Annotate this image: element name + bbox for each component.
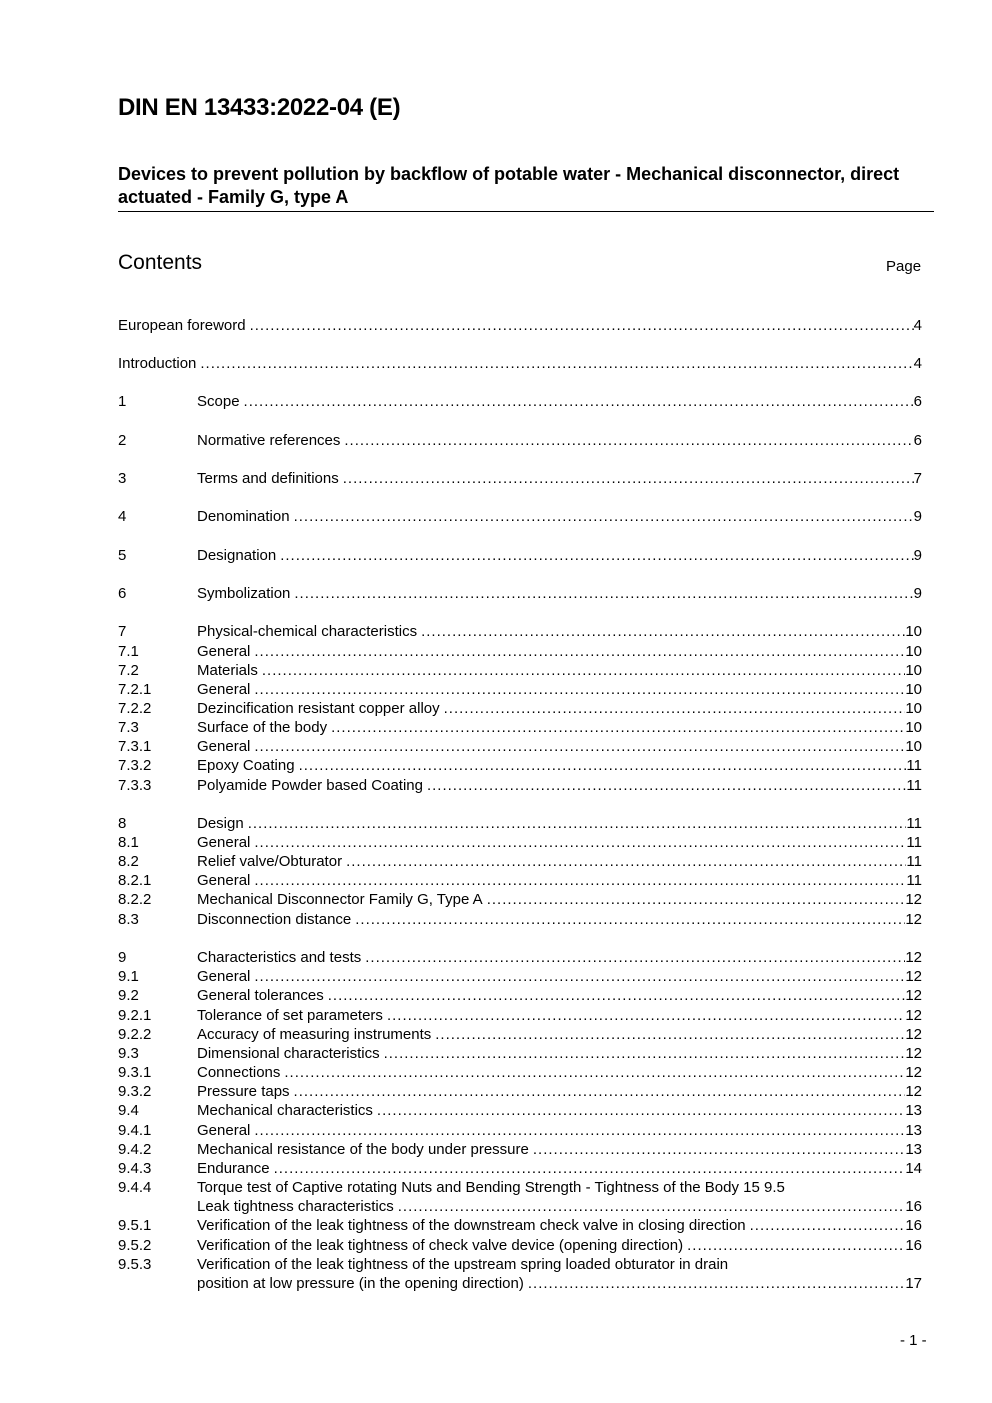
toc-entry[interactable]: [118, 1006, 922, 1025]
toc-entry-page: 11: [906, 757, 922, 774]
toc-leader-dots: [254, 737, 905, 756]
toc-entry-title: Epoxy Coating: [197, 757, 295, 774]
toc-entry-body: [197, 1006, 922, 1025]
toc-entry-page: 10: [905, 719, 922, 736]
toc-entry-title: Pressure taps: [197, 1083, 290, 1100]
toc-entry-body: [197, 1140, 922, 1159]
toc-entry-page: 10: [905, 681, 922, 698]
toc-entry-page: 10: [905, 643, 922, 660]
toc-entry-number: 9.3.1: [118, 1064, 152, 1081]
toc-entry[interactable]: [118, 622, 922, 641]
toc-entry-page: 12: [905, 1026, 922, 1043]
toc-entry-body: [197, 737, 922, 756]
toc-entry[interactable]: [118, 986, 922, 1005]
toc-entry-number: 1: [118, 393, 127, 410]
toc-entry-title: Relief valve/Obturator: [197, 853, 343, 870]
toc-leader-dots: [254, 680, 905, 699]
toc-entry-number: 8.1: [118, 834, 139, 851]
toc-entry-title: General tolerances: [197, 987, 324, 1004]
toc-entry-title: Dimensional characteristics: [197, 1045, 380, 1062]
toc-entry-body: [197, 814, 922, 833]
toc-entry[interactable]: [118, 852, 922, 871]
toc-entry-title: Leak tightness characteristics: [197, 1198, 394, 1215]
toc-entry-title: Surface of the body: [197, 719, 328, 736]
toc-leader-dots: [254, 967, 905, 986]
toc-entry-title: Design: [197, 815, 244, 832]
toc-entry-page: 11: [906, 853, 922, 870]
toc-entry-title: General: [197, 872, 251, 889]
toc-entry-page: 7: [913, 470, 922, 487]
toc-entry-title: Mechanical Disconnector Family G, Type A: [197, 891, 483, 908]
toc-entry[interactable]: [118, 1044, 922, 1063]
toc-entry[interactable]: [118, 680, 922, 699]
toc-leader-dots: [254, 833, 906, 852]
toc-entry[interactable]: [118, 1236, 922, 1255]
toc-leader-dots: [528, 1274, 905, 1293]
toc-entry-page: 10: [905, 738, 922, 755]
toc-entry-number: 9.1: [118, 968, 139, 985]
toc-entry-body: [197, 622, 922, 641]
toc-entry-page: 13: [905, 1141, 922, 1158]
toc-entry-body: [118, 316, 922, 335]
toc-entry-page: 17: [905, 1275, 922, 1292]
toc-entry-title: Disconnection distance: [197, 911, 352, 928]
toc-entry[interactable]: [118, 584, 922, 603]
toc-entry[interactable]: [118, 392, 922, 411]
toc-entry-body: [197, 546, 922, 565]
toc-leader-dots: [387, 1006, 905, 1025]
toc-leader-dots: [294, 1082, 906, 1101]
toc-entry-title: Verification of the leak tightness of the downstream check valve in closing direction: [197, 1217, 746, 1234]
toc-entry-title: Characteristics and tests: [197, 949, 362, 966]
toc-entry-number: 7.2.2: [118, 700, 152, 717]
toc-entry-number: 8.2.2: [118, 891, 152, 908]
toc-entry-number: 7: [118, 623, 127, 640]
toc-leader-dots: [331, 718, 905, 737]
toc-entry-page: 12: [905, 911, 922, 928]
toc-entry-title: Normative references: [197, 432, 341, 449]
toc-entry-page: 12: [905, 1064, 922, 1081]
toc-leader-dots: [294, 584, 913, 603]
toc-entry-title: Accuracy of measuring instruments: [197, 1026, 432, 1043]
toc-leader-dots: [248, 814, 907, 833]
toc-entry-page: 12: [905, 949, 922, 966]
toc-entry-number: 9.4.2: [118, 1141, 152, 1158]
toc-entry-body: [197, 986, 922, 1005]
toc-entry-page: 16: [905, 1237, 922, 1254]
toc-entry-number: 8: [118, 815, 127, 832]
toc-entry-number: 7.1: [118, 643, 139, 660]
toc-entry-page: 12: [905, 1083, 922, 1100]
toc-entry-page: 10: [905, 623, 922, 640]
toc-entry[interactable]: [118, 316, 922, 335]
toc-entry[interactable]: [118, 1101, 922, 1120]
toc-entry-body: [197, 1274, 922, 1293]
toc-entry-page: 11: [906, 872, 922, 889]
toc-leader-dots: [444, 699, 906, 718]
toc-entry-page: 6: [913, 432, 922, 449]
toc-entry-title: General: [197, 738, 251, 755]
toc-entry-title: Torque test of Captive rotating Nuts and Bending Strength - Tightness of the Body 15 9.5: [197, 1179, 785, 1196]
toc-entry-body: [197, 1159, 922, 1178]
toc-entry-body: [197, 507, 922, 526]
toc-leader-dots: [750, 1216, 906, 1235]
toc-entry-title: Physical-chemical characteristics: [197, 623, 418, 640]
toc-leader-dots: [533, 1140, 905, 1159]
toc-entry-title: General: [197, 681, 251, 698]
toc-entry-page: 16: [905, 1217, 922, 1234]
toc-entry-number: 8.2: [118, 853, 139, 870]
toc-leader-dots: [346, 852, 906, 871]
toc-entry-number: 9.4.1: [118, 1122, 152, 1139]
toc-entry-body: [197, 1255, 922, 1274]
toc-entry-title: General: [197, 1122, 251, 1139]
toc-leader-dots: [398, 1197, 906, 1216]
toc-leader-dots: [487, 890, 906, 909]
toc-entry-body: [197, 890, 922, 909]
toc-entry-title: Mechanical characteristics: [197, 1102, 373, 1119]
toc-entry-number: 7.3.1: [118, 738, 152, 755]
toc-entry-body: [197, 431, 922, 450]
toc-entry-page: 13: [905, 1122, 922, 1139]
toc-entry-title: General: [197, 968, 251, 985]
toc-entry[interactable]: [118, 948, 922, 967]
toc-entry-title: Dezincification resistant copper alloy: [197, 700, 440, 717]
toc-entry-body: [197, 1197, 922, 1216]
toc-entry[interactable]: [118, 661, 922, 680]
toc-entry[interactable]: [118, 871, 922, 890]
toc-entry-number: 9.5.3: [118, 1256, 152, 1273]
toc-entry-page: 6: [913, 393, 922, 410]
toc-entry[interactable]: [118, 1255, 922, 1274]
toc-entry-number: 9.3.2: [118, 1083, 152, 1100]
toc-entry-number: 9.4: [118, 1102, 139, 1119]
toc-entry-page: 14: [905, 1160, 922, 1177]
toc-entry-title: Symbolization: [197, 585, 291, 602]
toc-entry-page: 4: [913, 317, 922, 334]
toc-leader-dots: [328, 986, 906, 1005]
toc-entry-number: 9: [118, 949, 127, 966]
toc-entry-title: General: [197, 643, 251, 660]
toc-entry-body: [197, 1044, 922, 1063]
toc-leader-dots: [435, 1025, 905, 1044]
document-subtitle: Devices to prevent pollution by backflow of potable water - Mechanical disconnector, direct actuated - Family G, type A: [118, 163, 934, 212]
toc-entry-page: 12: [905, 968, 922, 985]
toc-entry[interactable]: [118, 718, 922, 737]
toc-entry-body: [118, 354, 922, 373]
toc-leader-dots: [384, 1044, 906, 1063]
toc-entry[interactable]: [118, 469, 922, 488]
toc-entry[interactable]: [118, 967, 922, 986]
toc-entry-number: 7.3: [118, 719, 139, 736]
toc-entry-body: [197, 910, 922, 929]
toc-leader-dots: [250, 316, 914, 335]
toc-entry-number: 9.2: [118, 987, 139, 1004]
toc-entry-title: Verification of the leak tightness of the upstream spring loaded obturator in drain: [197, 1256, 729, 1273]
toc-entry[interactable]: [118, 1063, 922, 1082]
toc-entry-title: Verification of the leak tightness of check valve device (opening direction): [197, 1237, 684, 1254]
toc-entry-title: Connections: [197, 1064, 281, 1081]
toc-entry-page: 13: [905, 1102, 922, 1119]
toc-entry-number: 9.3: [118, 1045, 139, 1062]
toc-entry-body: [197, 1216, 922, 1235]
toc-leader-dots: [344, 431, 913, 450]
toc-entry-number: 7.2.1: [118, 681, 152, 698]
toc-entry-body: [197, 833, 922, 852]
toc-entry-page: 4: [913, 355, 922, 372]
toc-entry-page: 9: [913, 547, 922, 564]
toc-entry-body: [197, 776, 922, 795]
toc-entry-number: 9.5.2: [118, 1237, 152, 1254]
toc-entry-title: Mechanical resistance of the body under pressure: [197, 1141, 529, 1158]
toc-entry[interactable]: [118, 1197, 922, 1216]
toc-leader-dots: [294, 507, 914, 526]
toc-entry[interactable]: [118, 642, 922, 661]
toc-entry-body: [197, 948, 922, 967]
toc-entry-page: 10: [905, 700, 922, 717]
toc-entry-number: 7.3.3: [118, 777, 152, 794]
toc-entry-page: 12: [905, 987, 922, 1004]
toc-entry-number: 8.3: [118, 911, 139, 928]
toc-entry-body: [197, 871, 922, 890]
toc-entry[interactable]: [118, 1121, 922, 1140]
toc-entry-body: [197, 1178, 922, 1197]
toc-leader-dots: [299, 756, 907, 775]
toc-entry[interactable]: [118, 910, 922, 929]
toc-entry-number: 9.4.4: [118, 1179, 152, 1196]
toc-entry[interactable]: [118, 1140, 922, 1159]
toc-leader-dots: [377, 1101, 905, 1120]
toc-entry-number: 9.2.1: [118, 1007, 152, 1024]
toc-entry-body: [197, 469, 922, 488]
toc-entry-body: [197, 1025, 922, 1044]
toc-entry-title: General: [197, 834, 251, 851]
toc-entry-title: Denomination: [197, 508, 290, 525]
toc-leader-dots: [254, 642, 905, 661]
toc-leader-dots: [254, 871, 906, 890]
toc-entry-number: 2: [118, 432, 127, 449]
toc-entry[interactable]: [118, 699, 922, 718]
toc-entry-body: [197, 1101, 922, 1120]
toc-entry-number: 9.5.1: [118, 1217, 152, 1234]
toc-entry[interactable]: [118, 546, 922, 565]
toc-entry-page: 11: [906, 834, 922, 851]
toc-entry-body: [197, 680, 922, 699]
toc-entry-page: 12: [905, 1045, 922, 1062]
toc-entry-body: [197, 852, 922, 871]
toc-entry-title: Introduction: [118, 355, 197, 372]
toc-entry-number: 9.2.2: [118, 1026, 152, 1043]
toc-entry-page: 11: [906, 777, 922, 794]
toc-entry-number: 9.4.3: [118, 1160, 152, 1177]
toc-entry-body: [197, 1236, 922, 1255]
toc-entry-body: [197, 661, 922, 680]
toc-leader-dots: [274, 1159, 906, 1178]
toc-entry-number: 7.2: [118, 662, 139, 679]
toc-leader-dots: [355, 910, 905, 929]
toc-entry[interactable]: [118, 1082, 922, 1101]
toc-entry-title: Designation: [197, 547, 277, 564]
page-number: - 1 -: [900, 1332, 927, 1349]
toc-leader-dots: [244, 392, 914, 411]
toc-entry[interactable]: [118, 1274, 922, 1293]
toc-entry-title: position at low pressure (in the opening direction): [197, 1275, 524, 1292]
toc-entry-page: 16: [905, 1198, 922, 1215]
toc-leader-dots: [687, 1236, 905, 1255]
toc-entry[interactable]: [118, 737, 922, 756]
toc-leader-dots: [280, 546, 913, 565]
toc-entry-body: [197, 1121, 922, 1140]
toc-entry[interactable]: [118, 756, 922, 775]
toc-entry[interactable]: [118, 776, 922, 795]
toc-entry[interactable]: [118, 890, 922, 909]
toc-entry-number: 3: [118, 470, 127, 487]
toc-entry[interactable]: [118, 354, 922, 373]
toc-entry-page: 11: [906, 815, 922, 832]
toc-leader-dots: [254, 1121, 905, 1140]
toc-entry-body: [197, 967, 922, 986]
toc-entry-title: Scope: [197, 393, 240, 410]
toc-entry-body: [197, 718, 922, 737]
toc-entry[interactable]: [118, 1159, 922, 1178]
toc-entry-body: [197, 1082, 922, 1101]
toc-entry-body: [197, 756, 922, 775]
toc-entry[interactable]: [118, 431, 922, 450]
toc-entry-body: [197, 1063, 922, 1082]
toc-leader-dots: [200, 354, 913, 373]
toc-entry-page: 9: [913, 585, 922, 602]
toc-entry-title: Materials: [197, 662, 258, 679]
toc-leader-dots: [365, 948, 905, 967]
toc-entry-page: 12: [905, 891, 922, 908]
toc-entry-number: 8.2.1: [118, 872, 152, 889]
toc-entry-title: Terms and definitions: [197, 470, 339, 487]
toc-entry-number: 5: [118, 547, 127, 564]
toc-entry[interactable]: [118, 833, 922, 852]
contents-heading: Contents: [118, 251, 203, 274]
toc-entry-body: [197, 642, 922, 661]
toc-entry-title: European foreword: [118, 317, 246, 334]
toc-entry-body: [197, 584, 922, 603]
toc-entry[interactable]: [118, 1178, 922, 1197]
toc-entry-body: [197, 392, 922, 411]
toc-entry[interactable]: [118, 507, 922, 526]
toc-entry-page: 9: [913, 508, 922, 525]
page-column-heading: Page: [886, 258, 922, 275]
toc-entry[interactable]: [118, 814, 922, 833]
toc-entry[interactable]: [118, 1025, 922, 1044]
toc-entry-title: Polyamide Powder based Coating: [197, 777, 423, 794]
toc-leader-dots: [427, 776, 906, 795]
toc-entry-title: Tolerance of set parameters: [197, 1007, 383, 1024]
toc-entry-number: 7.3.2: [118, 757, 152, 774]
toc-leader-dots: [284, 1063, 905, 1082]
toc-entry-title: Endurance: [197, 1160, 270, 1177]
toc-entry-body: [197, 699, 922, 718]
toc-entry-number: 6: [118, 585, 127, 602]
toc-leader-dots: [421, 622, 905, 641]
document-title: DIN EN 13433:2022-04 (E): [118, 94, 401, 121]
toc-leader-dots: [343, 469, 914, 488]
toc-entry-page: 10: [905, 662, 922, 679]
toc-entry-number: 4: [118, 508, 127, 525]
toc-entry-page: 12: [905, 1007, 922, 1024]
toc-leader-dots: [262, 661, 905, 680]
toc-entry[interactable]: [118, 1216, 922, 1235]
